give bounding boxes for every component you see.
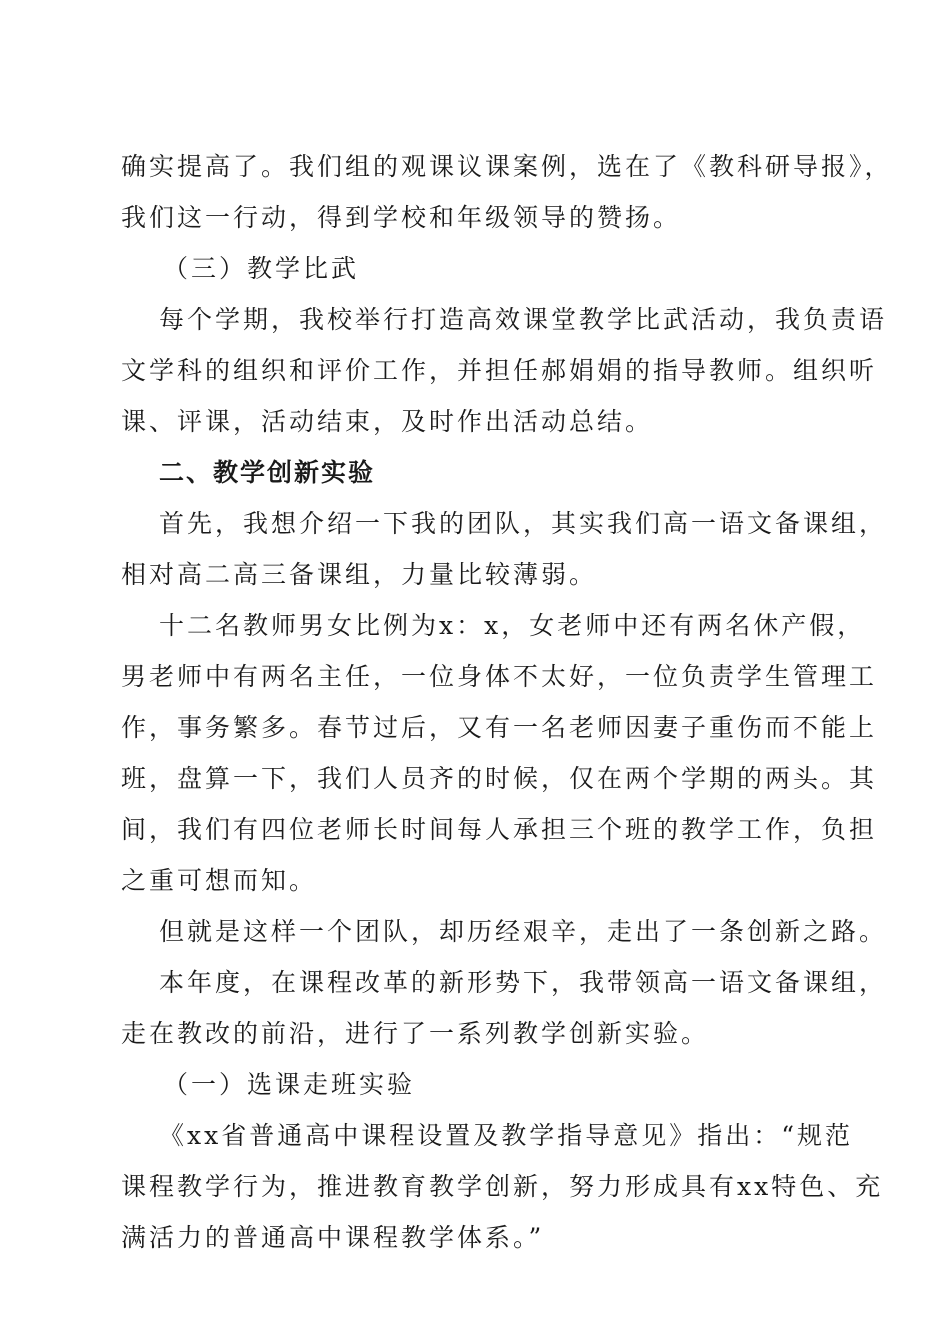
text-line: 之重可想而知。: [121, 866, 318, 895]
text-line: 本年度，在课程改革的新形势下，我带领高一语文备课组，: [159, 968, 888, 997]
text-line: 我们这一行动，得到学校和年级领导的赞扬。: [121, 203, 682, 232]
text-line: 课、评课，活动结束，及时作出活动总结。: [121, 407, 654, 436]
text-line: 二、教学创新实验: [159, 458, 376, 487]
paragraph: [121, 141, 893, 243]
paragraph: [121, 957, 888, 1059]
document-body: [121, 141, 893, 1263]
subsection-heading: [121, 243, 836, 294]
text-line: 相对高二高三备课组，力量比较薄弱。: [121, 560, 598, 589]
text-line: 间，我们有四位老师长时间每人承担三个班的教学工作，负担: [121, 815, 878, 844]
text-line: 《xx省普通高中课程设置及教学指导意见》指出：“规范: [159, 1121, 853, 1150]
text-line: 文学科的组织和评价工作，并担任郝娟娟的指导教师。组织听: [121, 356, 878, 385]
text-line: 确实提高了。我们组的观课议课案例，选在了《教科研导报》，: [121, 152, 893, 181]
text-line: 首先，我想介绍一下我的团队，其实我们高一语文备课组，: [159, 509, 888, 538]
paragraph: [121, 498, 888, 600]
text-line: 班，盘算一下，我们人员齐的时候，仅在两个学期的两头。其: [121, 764, 878, 793]
text-line: 男老师中有两名主任，一位身体不太好，一位负责学生管理工: [121, 662, 878, 691]
text-line: 满活力的普通高中课程教学体系。”: [121, 1223, 545, 1252]
section-heading: [121, 447, 836, 498]
paragraph: [121, 906, 888, 957]
text-line: （一）选课走班实验: [163, 1070, 416, 1099]
text-line: 但就是这样一个团队，却历经艰辛，走出了一条创新之路。: [159, 917, 888, 946]
text-line: 课程教学行为，推进教育教学创新，努力形成具有xx特色、充: [121, 1172, 884, 1201]
paragraph: [121, 1110, 884, 1263]
text-line: 十二名教师男女比例为x：x，女老师中还有两名休产假，: [159, 611, 866, 640]
text-line: 作，事务繁多。春节过后，又有一名老师因妻子重伤而不能上: [121, 713, 878, 742]
text-line: （三）教学比武: [163, 254, 360, 283]
paragraph: [121, 600, 878, 906]
subsection-heading: [121, 1059, 836, 1110]
paragraph: [121, 294, 888, 447]
text-line: 每个学期，我校举行打造高效课堂教学比武活动，我负责语: [159, 305, 888, 334]
text-line: 走在教改的前沿，进行了一系列教学创新实验。: [121, 1019, 710, 1048]
